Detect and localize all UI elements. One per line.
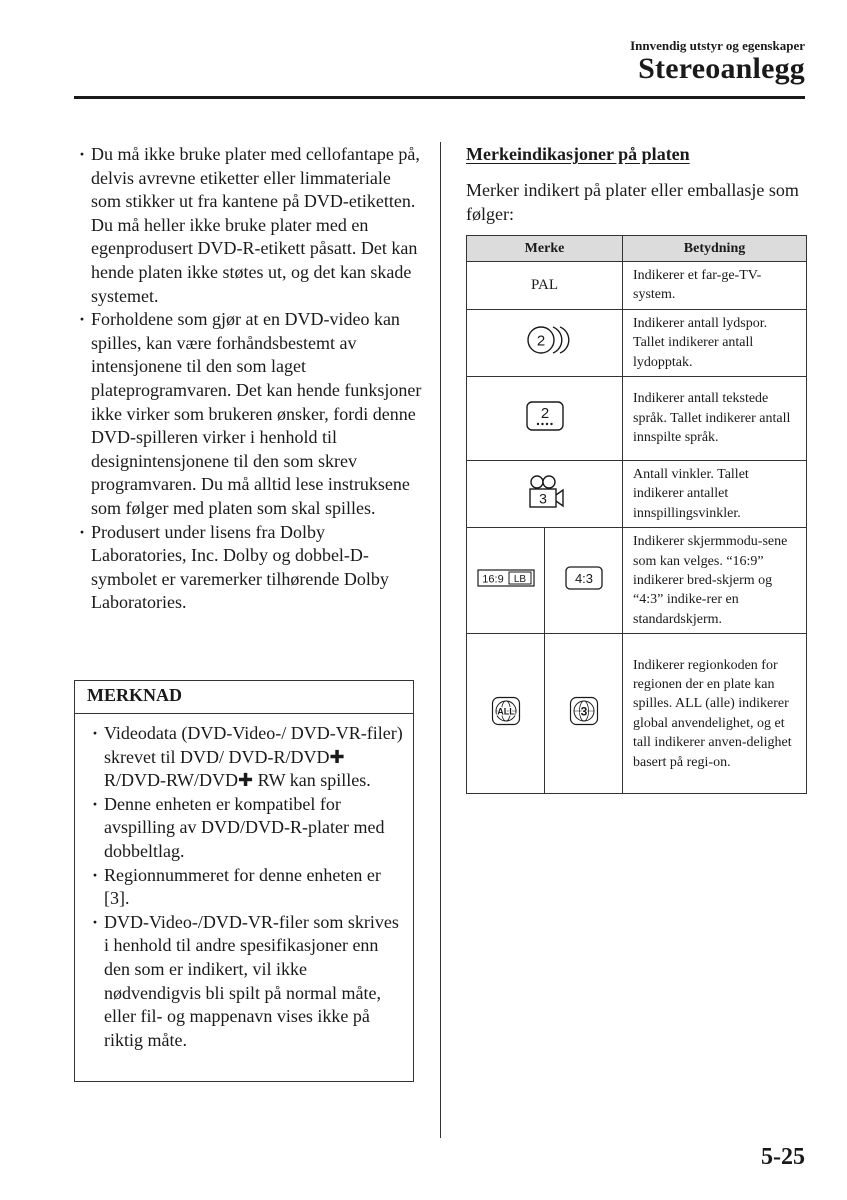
- page-number: 5-25: [761, 1144, 805, 1170]
- meaning-cell: Indikerer antall tekstede språk. Tallet indikerer antall innspilte språk.: [623, 377, 807, 461]
- header-rule: [74, 96, 805, 99]
- note-item: · Regionnummeret for denne enheten er [3].: [87, 864, 403, 911]
- meaning-cell: Indikerer et far-ge-TV-system.: [623, 262, 807, 310]
- table-row: [467, 634, 807, 794]
- page-title: Stereoanlegg: [638, 52, 805, 85]
- region-all-globe-icon: [491, 696, 521, 726]
- left-column: [74, 143, 424, 615]
- bullet-item: · Du må ikke bruke plater med cellofantape på, delvis avrevne etiketter eller limmateriale som stikker ut fra kantene på DVD-etiketten. Du må heller ikke bruke plater med en egenprodusert DVD-R-etikett påsatt. Det kan hende platen ikke støtes ut, og det kan skade systemet.: [74, 143, 424, 308]
- mark-cell: [467, 528, 545, 634]
- audio-tracks-icon: [515, 322, 575, 358]
- table-row: [467, 377, 807, 461]
- note-list: [75, 714, 413, 1052]
- ratio-4-3-label: 4:3: [574, 571, 593, 587]
- note-title: MERKNAD: [75, 681, 413, 714]
- subtitle-languages-icon: [524, 399, 566, 433]
- mark-cell: [467, 262, 623, 310]
- widescreen-16-9-lb-icon: [477, 568, 535, 588]
- bullet-item: · Forholdene som gjør at en DVD-video kan spilles, kan være forhåndsbestemt av intensjonene til den som laget plateprogramvaren. Det kan hende funksjoner ikke virker som brukeren ønsker, fordi denne DVD-spilleren virker i henhold til designintensjonene til den som skrev programvaren. Du må alltid lese instruksene som følger med platen som skal spilles.: [74, 308, 424, 520]
- marks-table: [466, 235, 807, 794]
- mark-cell: [467, 377, 623, 461]
- section-header: Innvendig utstyr og egenskaper: [630, 38, 805, 53]
- section-heading: Merkeindikasjoner på platen: [466, 144, 690, 164]
- table-row: [467, 528, 807, 634]
- letterbox-label: LB: [513, 574, 526, 586]
- meaning-cell: Antall vinkler. Tallet indikerer antallet innspillingsvinkler.: [623, 461, 807, 528]
- column-header-meaning: Betydning: [623, 236, 807, 262]
- mark-cell: [467, 309, 623, 376]
- mark-cell: [467, 634, 545, 794]
- meaning-cell: Indikerer skjermmodu-sene som kan velges. “16:9” indikerer bred-skjerm og “4:3” indike-rer en standardskjerm.: [623, 528, 807, 634]
- audio-tracks-number: 2: [536, 332, 545, 350]
- meaning-cell: Indikerer antall lydspor. Tallet indikerer antall lydopptak.: [623, 309, 807, 376]
- note-item: · Videodata (DVD-Video-/ DVD-VR-filer) skrevet til DVD/ DVD-R/DVD✚ R/DVD-RW/DVD✚ RW kan spilles.: [87, 722, 403, 793]
- pal-text: PAL: [531, 277, 558, 294]
- column-divider: [440, 142, 441, 1138]
- column-header-mark: Merke: [467, 236, 623, 262]
- mark-cell: [545, 634, 623, 794]
- standard-4-3-icon: [564, 565, 604, 591]
- subtitle-languages-number: 2: [540, 405, 549, 423]
- mark-cell: [545, 528, 623, 634]
- table-header-row: [467, 236, 807, 262]
- mark-cell: [467, 461, 623, 528]
- table-row: [467, 309, 807, 376]
- note-item: · DVD-Video-/DVD-VR-filer som skrives i henhold til andre spesifikasjoner enn den som er indikert, vil ikke nødvendigvis bli spilt på normal måte, eller fil- og mappenavn vises ikke på riktig måte.: [87, 911, 403, 1053]
- bullet-list: [74, 143, 424, 615]
- section-intro: Merker indikert på plater eller emballasje som følger:: [466, 180, 799, 224]
- bullet-item: · Produsert under lisens fra Dolby Laboratories, Inc. Dolby og dobbel-D-symbolet er varemerker tilhørende Dolby Laboratories.: [74, 521, 424, 615]
- table-row: [467, 262, 807, 310]
- camera-angles-number: 3: [538, 490, 547, 507]
- region-3-globe-icon: [569, 696, 599, 726]
- meaning-cell: Indikerer regionkoden for regionen der en plate kan spilles. ALL (alle) indikerer global anvendelighet, og et tall indikerer anven-delighet basert på regi-on.: [623, 634, 807, 794]
- ratio-16-9-label: 16:9: [481, 573, 504, 586]
- region-all-label: ALL: [496, 706, 515, 717]
- note-box: [74, 680, 414, 1082]
- note-item: · Denne enheten er kompatibel for avspilling av DVD/DVD-R-plater med dobbeltlag.: [87, 793, 403, 864]
- region-3-label: 3: [580, 704, 587, 719]
- right-column: [466, 142, 808, 226]
- table-row: [467, 461, 807, 528]
- camera-angles-icon: [523, 473, 567, 511]
